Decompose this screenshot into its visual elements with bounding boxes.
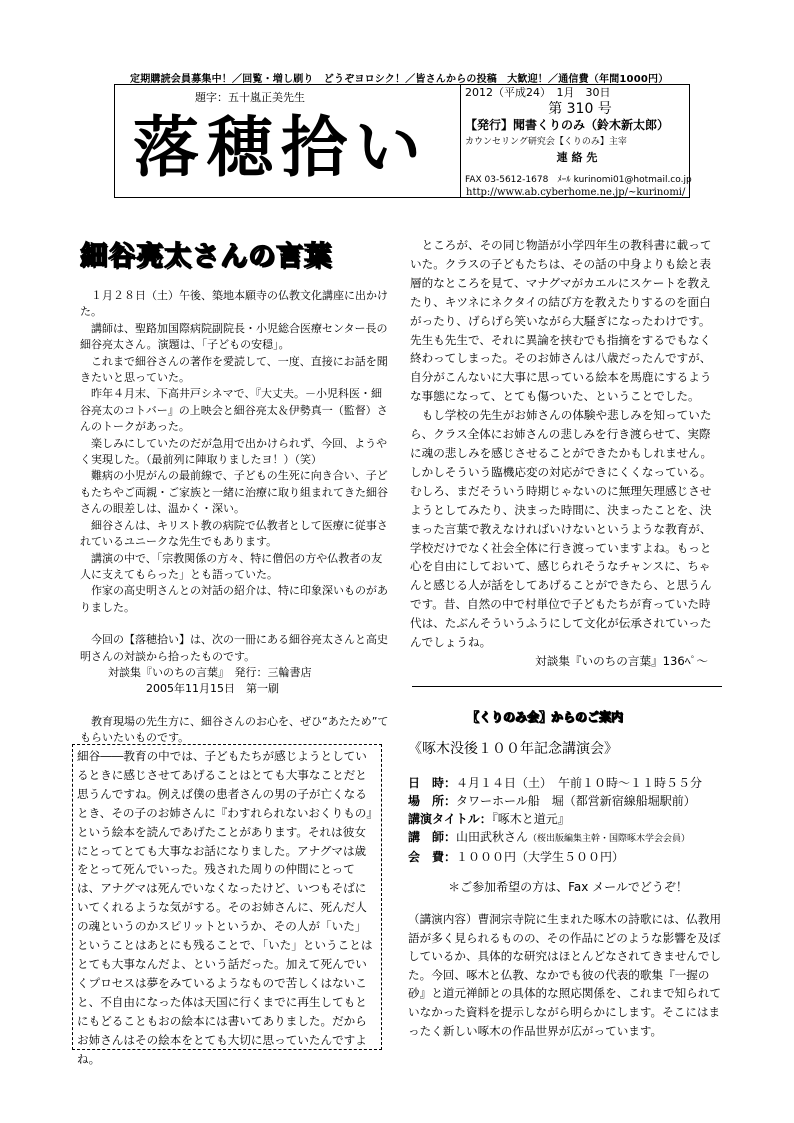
paragraph: 細谷さんは、キリスト教の病院で仏教者として医療に従事されているユニークな先生でもあります。: [80, 518, 388, 549]
event-announcement: [408, 740, 728, 896]
publisher: 【発行】聞書くりのみ（鈴木新太郎）: [465, 118, 670, 132]
organization: カウンセリング研究会【くりのみ】主宰: [465, 137, 627, 147]
event-fee: 会 費：１０００円（大学生５００円）: [408, 850, 625, 864]
paragraph: 作家の高史明さんとの対話の紹介は、特に印象深いものがありました。: [80, 584, 388, 614]
website-url: http://www.ab.cyberhome.ne.jp/~kurinomi/: [466, 187, 686, 198]
issue-number: 第 310 号: [548, 101, 612, 117]
event-note: ＊ご参加希望の方は、Fax メールでどうぞ！: [448, 880, 688, 894]
quote-box: 細谷――教育の中では、子どもたちが感じようとしているときに感じさせてあげることはとても大事なことだと思うんですね。例えば僕の患者さんの男の子が亡くなるとき、その子のお姉さんに『わすれられないおくりもの』という絵本を読んであげたことがあります。それは彼女にとってとても大事なお話になりました。アナグマは歳をとって死んでいった。残された周りの仲間にとっては、アナグマは死んでいなくなったけど、いつもそばにいてくれるような気がする。そのお姉さんに、死んだ人の魂というのかスピリットというか、その人が「いた」ということはあとにも残ることで、「いた」ということはとても大事なんだよ、という話だった。加えて死んでいくプロセスは夢をみているようなもので苦しくはないこと、不自由になった体は天国に行くまでに再生してもとにもどることもおの絵本には書いてありました。だからお姉さんはその絵本をとても大切に思っていたんですよね。: [72, 744, 382, 1050]
event-title: 《啄木没後１００年記念講演会》: [408, 741, 618, 757]
event-speaker: 講 師：山田武秋さん（桜出版編集主幹・国際啄木学会会員）: [408, 830, 691, 844]
paragraph: 楽しみにしていたのだが急用で出かけられず、今回、ようやく実現した。（最前列に陣取りましたヨ！）（笑）: [80, 436, 388, 467]
column-divider: [412, 686, 722, 687]
paragraph: 難病の小児がんの最前線で、子どもの生死に向き合い、子どもたちやご両親・ご家族と一緒に治療に取り組まれてきた細谷さんの眼差しは、温かく・深い。: [80, 469, 388, 516]
paragraph: 昨年４月末、下高井戸シネマで、『大丈夫。－小児科医・細谷亮太のコトバー』の上映会と細谷亮太＆伊勢真一（監督）さんのトークがあった。: [80, 387, 388, 434]
masthead-info: [465, 85, 692, 188]
book-line: 対談集『いのちの言葉』 発行：三輪書店: [108, 665, 312, 679]
event-place: 場 所：タワーホール船 堀（都営新宿線船堀駅前）: [408, 794, 696, 808]
paragraph: 講演の中で、「宗教関係の方々、特に僧侶の方や仏教者の友人に支えてもらった」とも語っていた。: [80, 551, 383, 581]
masthead: [114, 84, 690, 198]
headline: 細谷亮太さんの言葉: [80, 241, 332, 272]
right-column: [410, 236, 722, 671]
fax-mail: FAX 03-5612-1678 ﾒｰﾙ kurinomi01@hotmail.co.jp: [465, 175, 692, 185]
paragraph: これまで細谷さんの著作を愛読して、一度、直接にお話を聞きたいと思っていた。: [80, 354, 388, 385]
masthead-title-area: [115, 85, 461, 197]
calligraphy-credit: 題字：五十嵐正美先生: [195, 91, 305, 104]
left-column: [80, 288, 392, 747]
paragraph: １月２８日（土）午後、築地本願寺の仏教文化講座に出かけた。: [80, 289, 388, 319]
lecture-description: （講演内容）曹洞宗寺院に生まれた啄木の詩歌には、仏教用語が多く見られるものの、その作品にどのような影響を及ぼしているか、具体的な研究はほとんどなされてきませんでした。今回、啄木と仏教、なかでも彼の代表的歌集『一握の砂』と道元禅師との具体的な照応関係を、これまで知られていなかった資料を提示しながら明らかにします。そこにはまったく新しい啄木の作品世界が広がっています。: [408, 912, 722, 1038]
paragraph: ところが、その同じ物語が小学四年生の教科書に載っていた。クラスの子どもたちは、その話の中身よりも絵と表層的なところを見て、マナグマがカエルにスケートを教えたり、キツネにネクタイの結び方を教えたりするのを面白がったり、げらげら笑いながら大騒ぎになったわけです。先生も先生で、それに異論を挟むでも指摘をするでもなく終わってしまった。そのお姉さんは八歳だったんですが、自分がこんないに大事に思っている絵本を馬鹿にするような事態になって、とても傷ついた、ということでした。: [410, 238, 712, 404]
event-talk-title: 講演タイトル：『啄木と道元』: [408, 812, 570, 826]
newsletter-title: 落穂拾い: [133, 108, 429, 186]
top-notice: 定期購読会員募集中！／回覧・増し刷り どうぞヨロシク！／皆さんからの投稿 大歓迎！／通信費（年間1000円）: [130, 74, 669, 85]
paragraph: 講師は、聖路加国際病院副院長・小児総合医療センター長の細谷亮太さん。演題は、「子どもの安穏」。: [80, 321, 388, 352]
contact-label: 連 絡 先: [556, 151, 598, 164]
book-date: 2005年11月15日 第一刷: [146, 682, 279, 696]
announcement-banner: 【くりのみ会】からのご案内: [467, 710, 624, 724]
closing-paragraph: 教育現場の先生方に、細谷さんのお心を、ぜひ“あたため”てもらいたいものです。: [80, 714, 389, 745]
paragraph: もし学校の先生がお姉さんの体験や悲しみを知っていたら、クラス全体にお姉さんの悲しみを行き渡らせて、実際に魂の悲しみを感じさせることができたかもしれません。しかしそういう臨機応変の対応ができにくくなっている。むしろ、まだそういう時期じゃないのに無理矢理感じさせようとしてみたり、決まった時間に、決まったことを、決まった言葉で教えなければいけないというような教育が、学校だけでなく社会全体に行き渡っていますよね。もっと心を自由にしておいて、感じられそうなチャンスに、ちゃんと感じる人が話をしてあげることができたら、と思うんです。昔、自然の中で村単位で子どもたちが育っていた時代は、たぶんそういうふうにして文化が伝承されていったんでしょうね。: [410, 408, 713, 650]
source-citation: 対談集『いのちの言葉』136ﾍﾟ～: [535, 653, 708, 668]
event-date: 日 時：４月１４日（土） 午前１０時～１１時５５分: [408, 776, 703, 790]
issue-date: 2012（平成24） 1月 30日: [465, 86, 611, 99]
intro-paragraph: 今回の【落穂拾い】は、次の一冊にある細谷亮太さんと高史明さんの対談から拾ったものです。: [80, 633, 388, 663]
